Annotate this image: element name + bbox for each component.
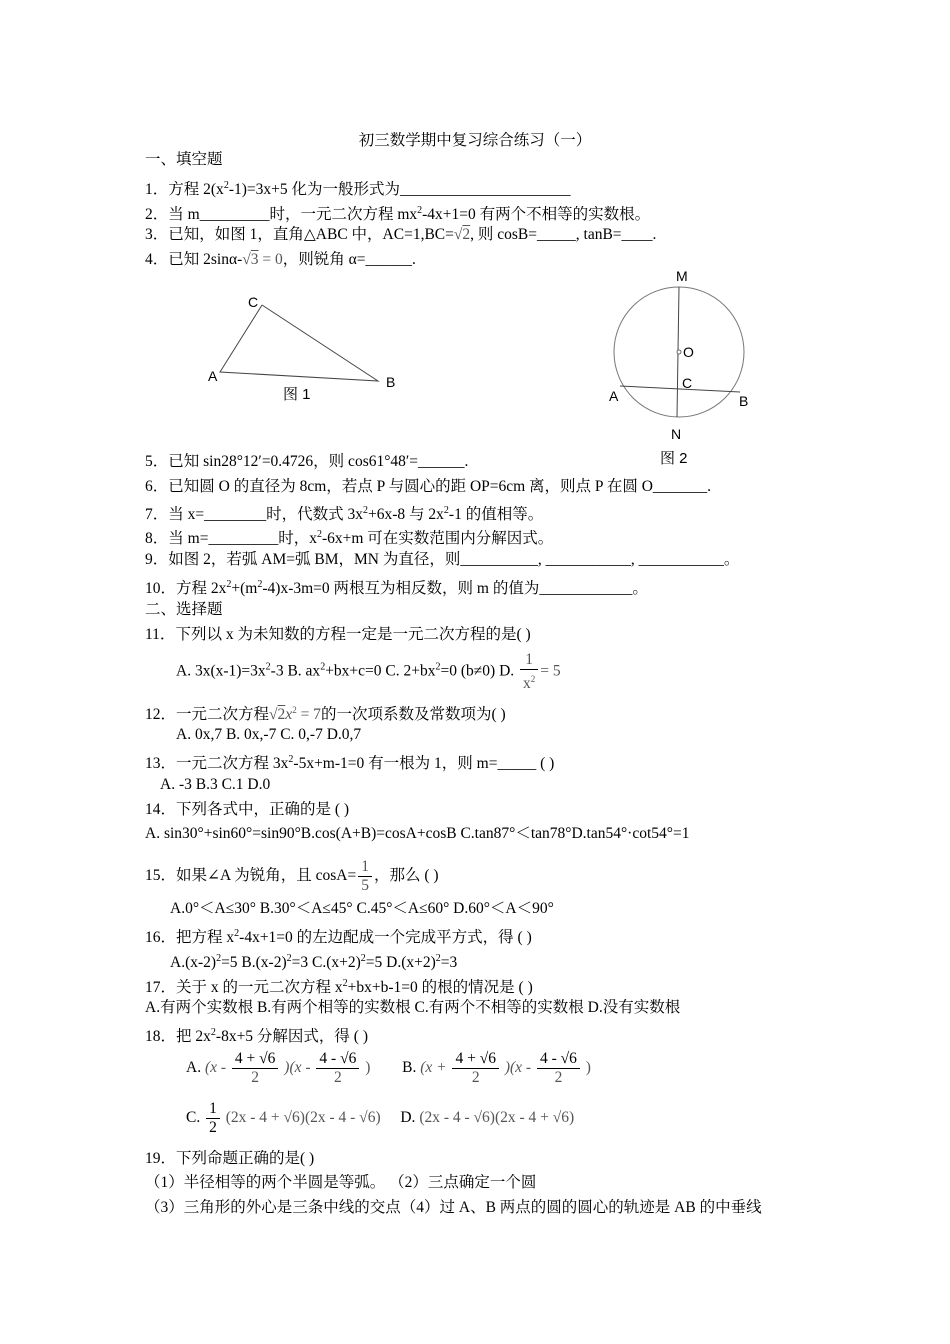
fig2-label-c: C [682,375,693,391]
question-14: 14．下列各式中，正确的是 ( ) [145,801,350,818]
figure-2-circle [600,262,770,447]
question-12-options: A. 0x,7 B. 0x,-7 C. 0,-7 D.0,7 [176,726,362,743]
question-19-line-1: （1）半径相等的两个半圆是等弧。 （2）三点确定一个圆 [145,1174,537,1191]
q11-fraction: $\frac{1}{x^2}$ [520,651,538,693]
question-7: 7．当 x=________时，代数式 $3x^2+6x-8$ 与 $2x^2-1$ 的值相等。 [145,505,544,524]
question-5: 5．已知 sin28°12′=0.4726，则 cos61°48′=______. [145,453,469,470]
question-2: 2．当 m_________时，一元二次方程 $mx^2-4x+1=0$ 有两个不相等的实数根。 [145,205,651,224]
question-16: 16．把方程 $x^2-4x+1=0$ 的左边配成一个完成平方式，得 ( ) [145,928,532,947]
figure-1-caption: 图 1 [283,386,311,403]
question-18-options-ab: A. (x - $\frac{4 + √6}{2}$ )(x - $\frac{4 - √6}{2}$ ) B. (x + $\frac{4 + √6}{2}$ )(x - $\frac{4 - √6}{2}$ ) [186,1050,591,1086]
question-18: 18．把 $2x^2-8x+5$ 分解因式，得 ( ) [145,1027,369,1046]
question-15-options: A.0°＜A≤30° B.30°＜A≤45° C.45°＜A≤60° D.60°＜A＜90° [170,900,554,917]
question-17: 17．关于 x 的一元二次方程 $x^2+bx+b-1=0$ 的根的情况是 ( ) [145,978,533,997]
question-16-options: $A.(x-2)^2=5$ $B.(x-2)^2=3$ $C.(x+2)^2=5$ $D.(x+2)^2=3$ [170,953,458,972]
fig1-label-c: C [248,294,259,310]
question-19-line-2: （3）三角形的外心是三条中线的交点（4）过 A、B 两点的圆的圆心的轨迹是 AB 的中垂线 [145,1199,762,1216]
question-3: 3．已知，如图 1，直角△ABC 中，AC=1,BC=√2, 则 cosB=_____, tanB=____. [145,226,657,243]
question-18-options-cd: C. $\frac{1}{2}$ (2x - 4 + √6)(2x - 4 - √6) D. (2x - 4 - √6)(2x - 4 + √6) [186,1100,575,1136]
fig2-label-o: O [683,344,694,360]
question-8: 8．当 m=_________时，$x^2-6x+m$ 可在实数范围内分解因式。 [145,529,554,548]
question-11: 11．下列以 x 为未知数的方程一定是一元二次方程的是( ) [145,626,531,643]
section-multiple-choice: 二、选择题 [145,601,223,618]
question-6: 6．已知圆 O 的直径为 8cm，若点 P 与圆心的距 OP=6cm 离，则点 P 在圆 O_______. [145,478,712,495]
question-15: 15．如果∠A 为锐角，且 cosA= $\frac{1}{5}$ ，那么 ( ) [145,858,439,894]
fig2-label-n: N [671,426,682,442]
fig1-label-a: A [208,368,218,384]
fig1-label-b: B [386,374,396,390]
figure-2-caption: 图 2 [660,450,688,467]
question-10: 10．方程 $2x^2+(m^2-4)x-3m=0$ 两根互为相反数，则 m 的值为____________。 [145,579,648,598]
question-19: 19．下列命题正确的是( ) [145,1150,315,1167]
section-fill-blank: 一、填空题 [145,151,223,168]
question-13-options: A. -3 B.3 C.1 D.0 [160,776,271,793]
fig2-label-a: A [609,388,619,404]
fig2-label-m: M [676,268,688,284]
question-11-options: A. $3x(x-1)=3x^2-3$ B. $ax^2+bx+c=0$ C. $2+bx^2=0$ (b≠0) D. $\frac{1}{x^2}$ = 5 [176,651,561,693]
question-17-options: A.有两个实数根 B.有两个相等的实数根 C.有两个不相等的实数根 D.没有实数根 [145,999,681,1016]
question-12: 12．一元二次方程$√2x^2 = 7$的一次项系数及常数项为( ) [145,705,506,724]
question-1: 1．方程 $2(x^2-1)=3x+5$ 化为一般形式为______________________ [145,180,571,199]
fig2-label-b: B [739,393,749,409]
question-13: 13．一元二次方程 $3x^2-5x+m-1=0$ 有一根为 1，则 m=_____ ( ) [145,754,555,773]
q15-fraction: $\frac{1}{5}$ [358,858,372,895]
question-4: 4．已知 2sinα-√3 = 0，则锐角 α=______. [145,251,416,268]
question-9: 9．如图 2，若弧 AM=弧 BM，MN 为直径，则__________, ___________, ___________。 [145,551,740,568]
page-title: 初三数学期中复习综合练习（一） [358,132,592,149]
question-14-options: A. sin30°+sin60°=sin90°B.cos(A+B)=cosA+cosB C.tan87°＜tan78°D.tan54°·cot54°=1 [145,825,690,842]
